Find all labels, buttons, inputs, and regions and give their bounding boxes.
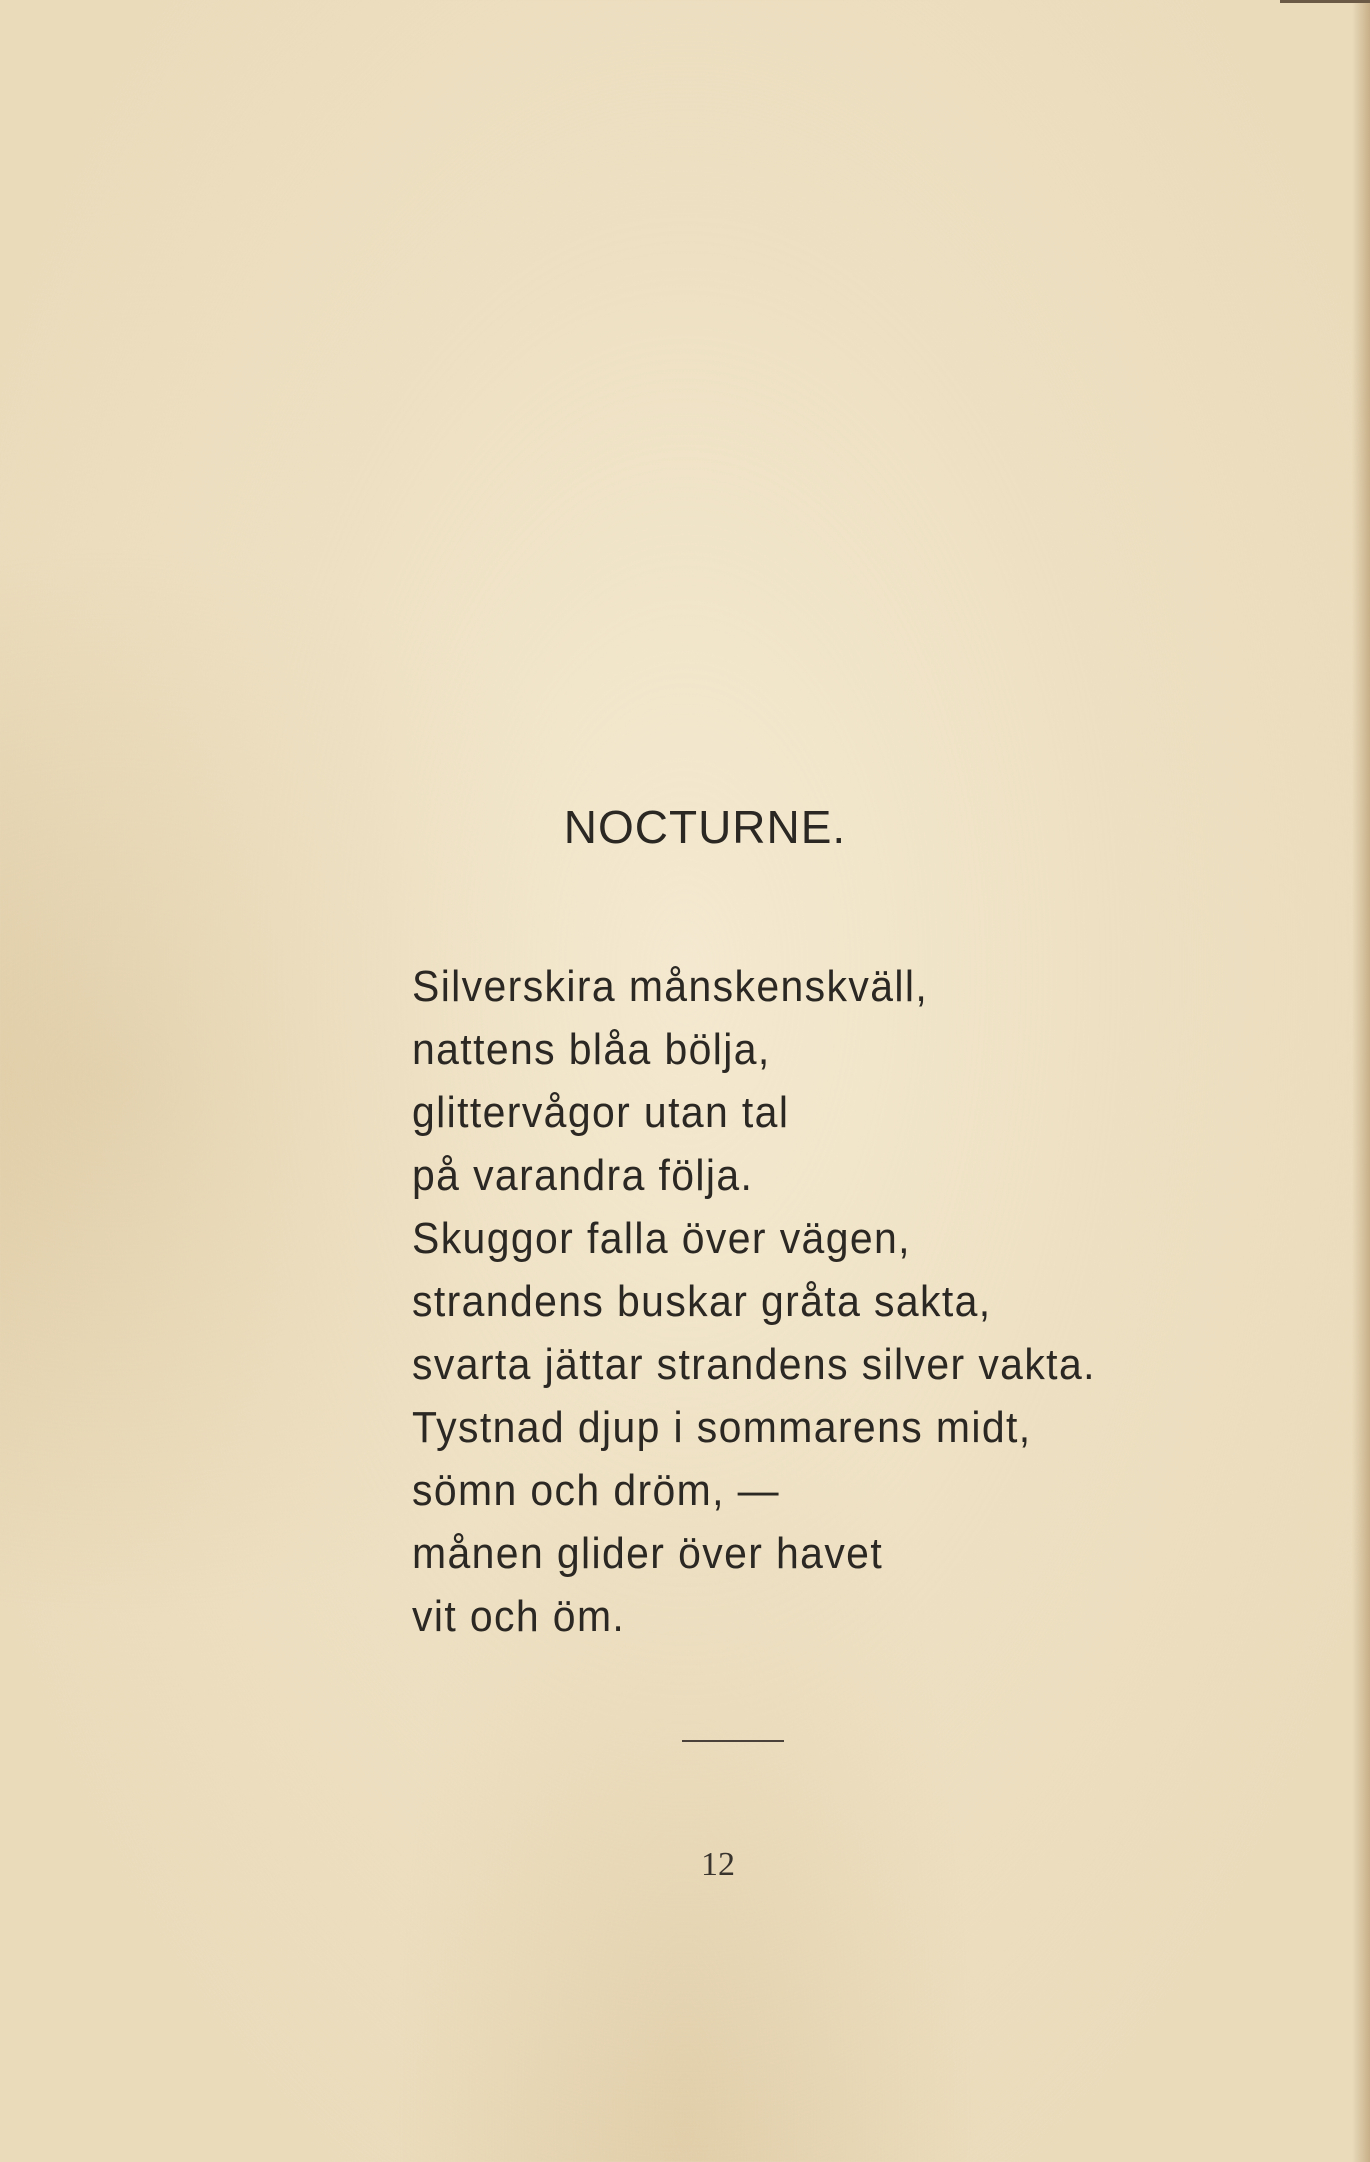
poem-line: Silverskira månskenskväll,: [412, 962, 929, 1011]
page-number: 12: [701, 1846, 735, 1883]
poem-line: svarta jättar strandens silver vakta.: [412, 1340, 1096, 1389]
poem-line: månen glider över havet: [412, 1529, 884, 1578]
poem-body: [412, 955, 1096, 1648]
poem-line: sömn och dröm, —: [412, 1466, 780, 1515]
poem-title: NOCTURNE.: [563, 801, 847, 853]
poem-line: på varandra följa.: [412, 1151, 754, 1200]
section-divider: [682, 1740, 784, 1742]
poem-line: Tystnad djup i sommarens midt,: [412, 1403, 1032, 1452]
poem-line: glittervågor utan tal: [412, 1088, 790, 1137]
poem-line: strandens buskar gråta sakta,: [412, 1277, 992, 1326]
poem-line: nattens blåa bölja,: [412, 1025, 771, 1074]
poem-line: vit och öm.: [412, 1592, 626, 1641]
poem-line: Skuggor falla över vägen,: [412, 1214, 911, 1263]
